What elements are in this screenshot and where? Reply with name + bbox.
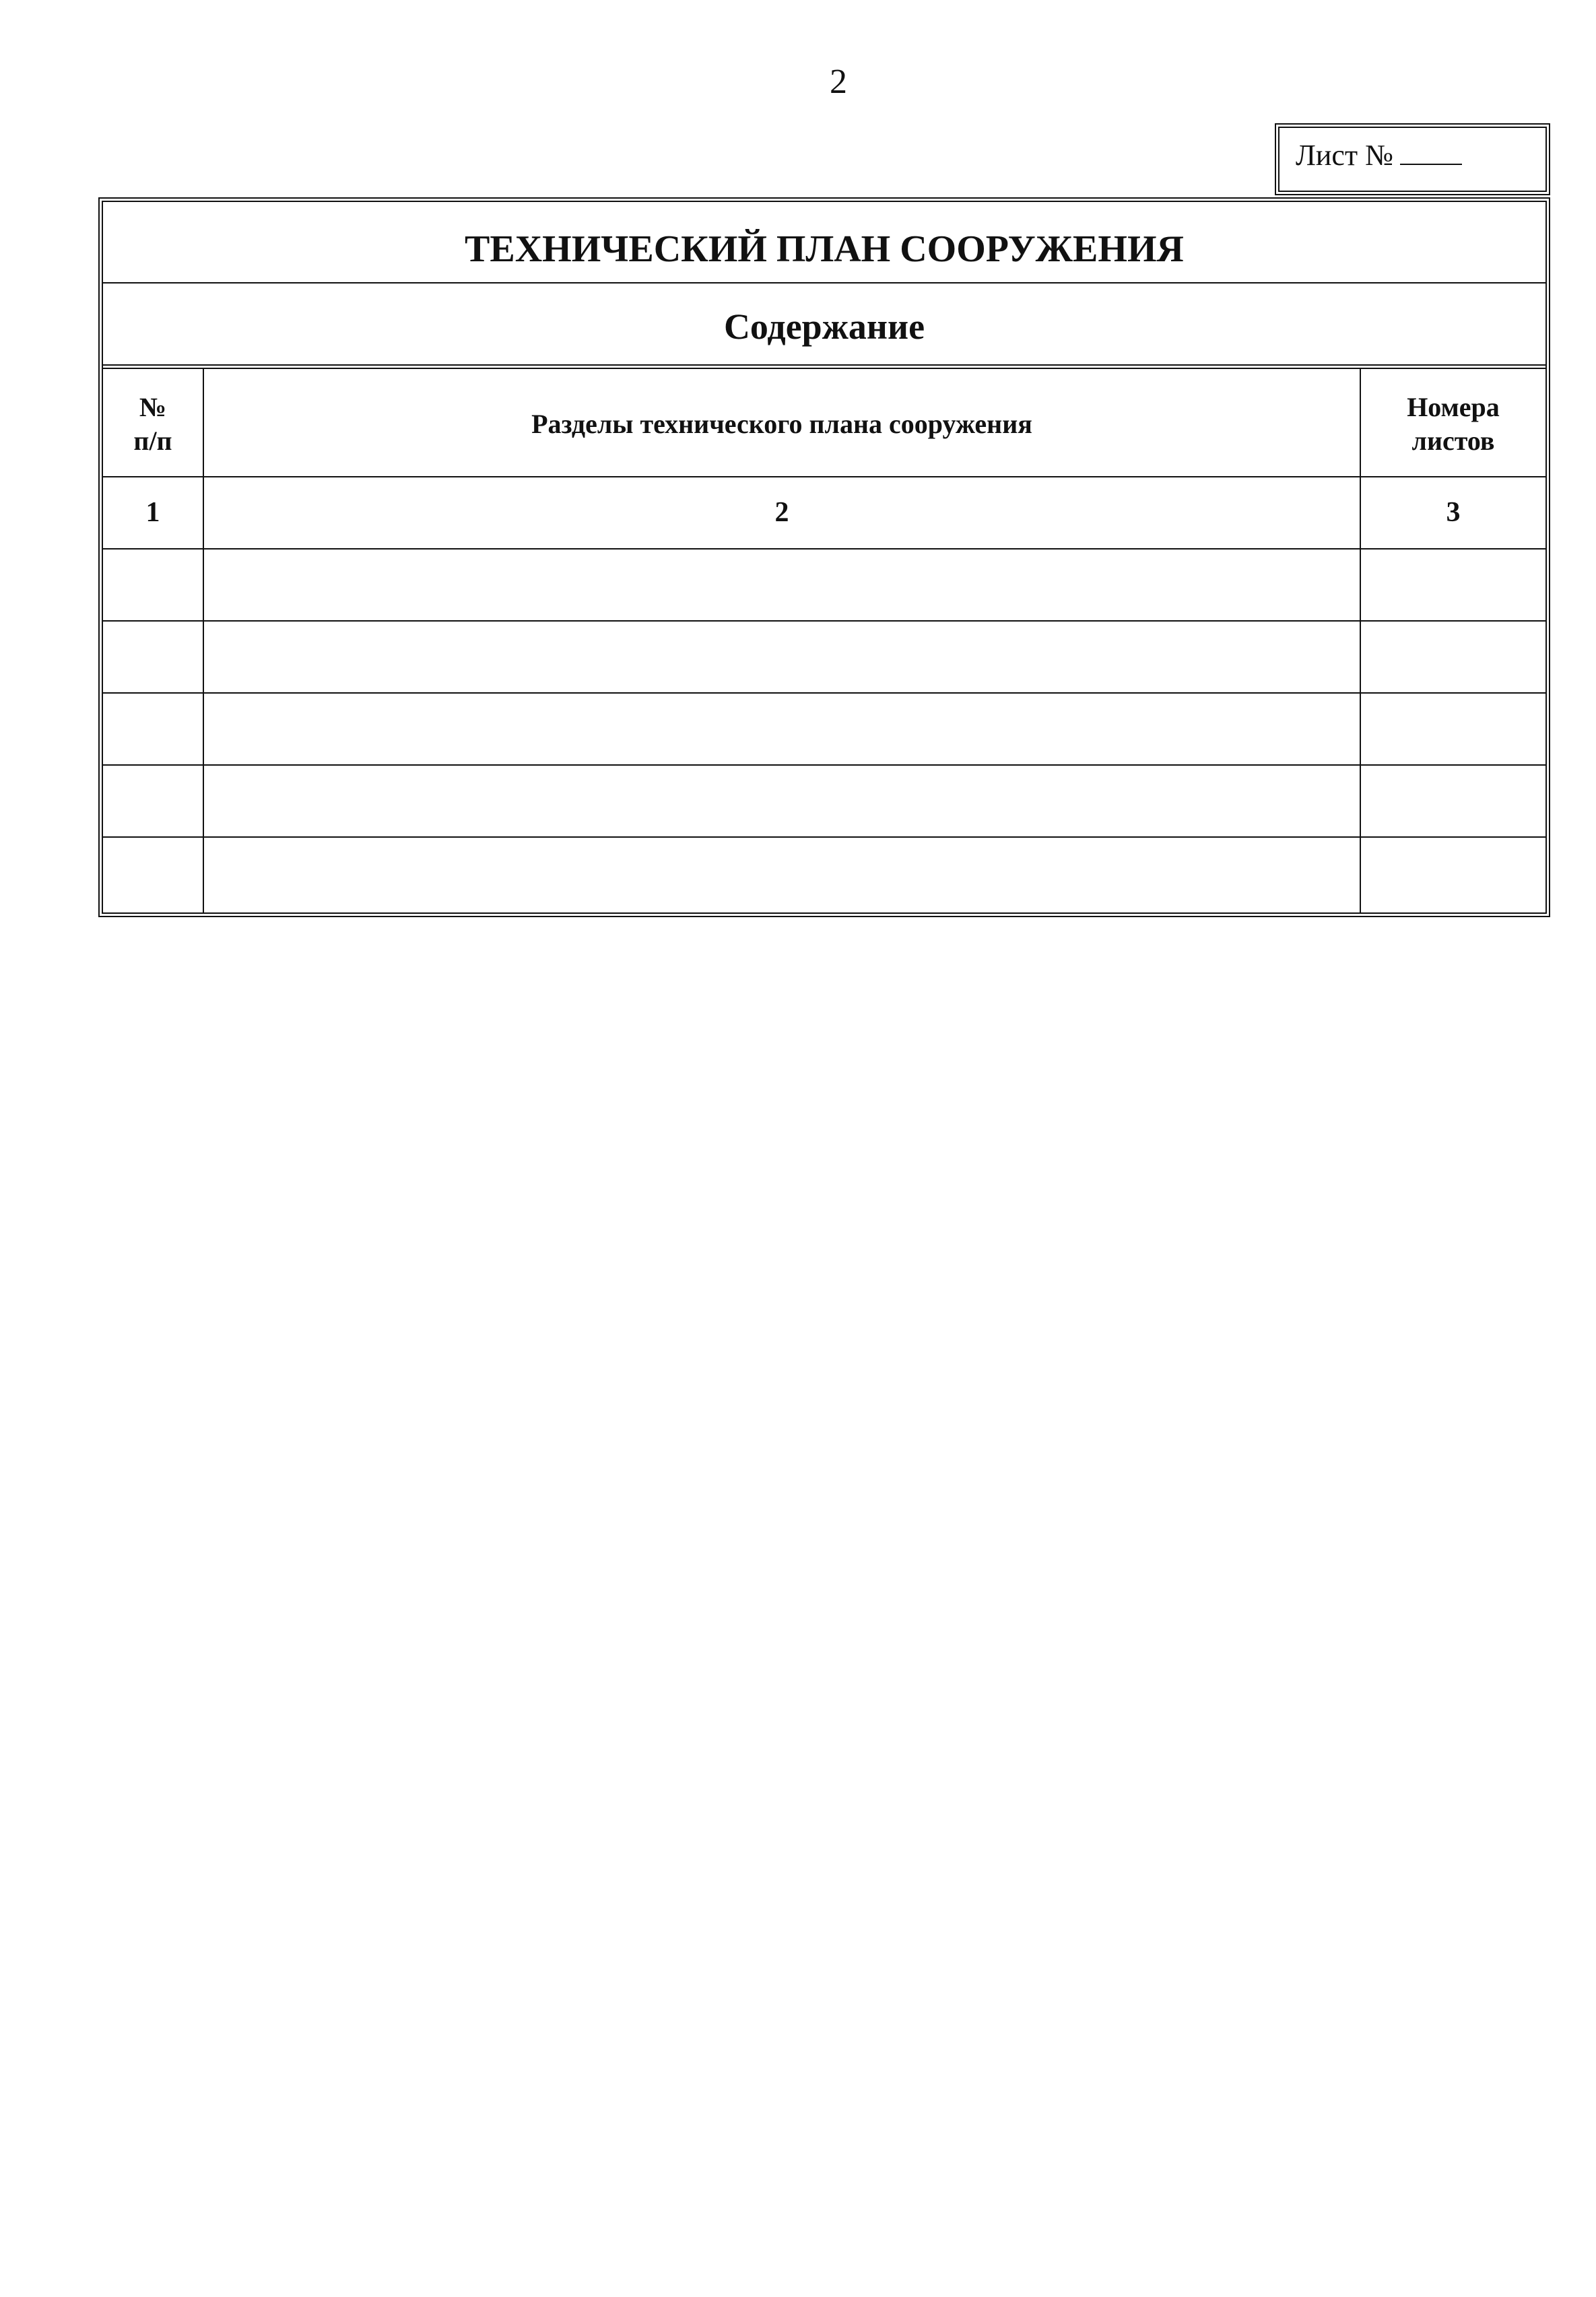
column-header-sheets-line2: листов: [1411, 426, 1495, 456]
header-divider: [103, 476, 1545, 477]
column-number-3: 3: [1446, 497, 1461, 528]
column-header-sheets-line1: Номера: [1407, 392, 1500, 422]
form-subtitle: Содержание: [723, 306, 925, 347]
row-divider: [103, 692, 1545, 694]
column-header-number: [103, 391, 203, 458]
sheet-number-label: Лист №: [1296, 139, 1394, 172]
column-divider-1: [203, 369, 204, 912]
sheet-number-box: [1275, 123, 1550, 195]
column-header-sheets: [1361, 391, 1545, 458]
page-number: 2: [830, 63, 847, 101]
title-divider: [103, 282, 1545, 284]
column-number-1: 1: [145, 497, 160, 528]
number-row-divider: [103, 548, 1545, 550]
row-divider: [103, 620, 1545, 622]
column-header-number-line2: п/п: [133, 426, 172, 456]
form-title: ТЕХНИЧЕСКИЙ ПЛАН СООРУЖЕНИЯ: [465, 228, 1184, 270]
subtitle-divider: [103, 364, 1545, 369]
row-divider: [103, 836, 1545, 838]
contents-table: [98, 197, 1550, 917]
row-divider: [103, 764, 1545, 766]
column-header-sections: Разделы технического плана сооружения: [531, 409, 1032, 439]
column-header-number-line1: №: [139, 392, 167, 422]
sheet-number-blank[interactable]: [1400, 142, 1462, 165]
column-number-2: 2: [774, 497, 789, 528]
